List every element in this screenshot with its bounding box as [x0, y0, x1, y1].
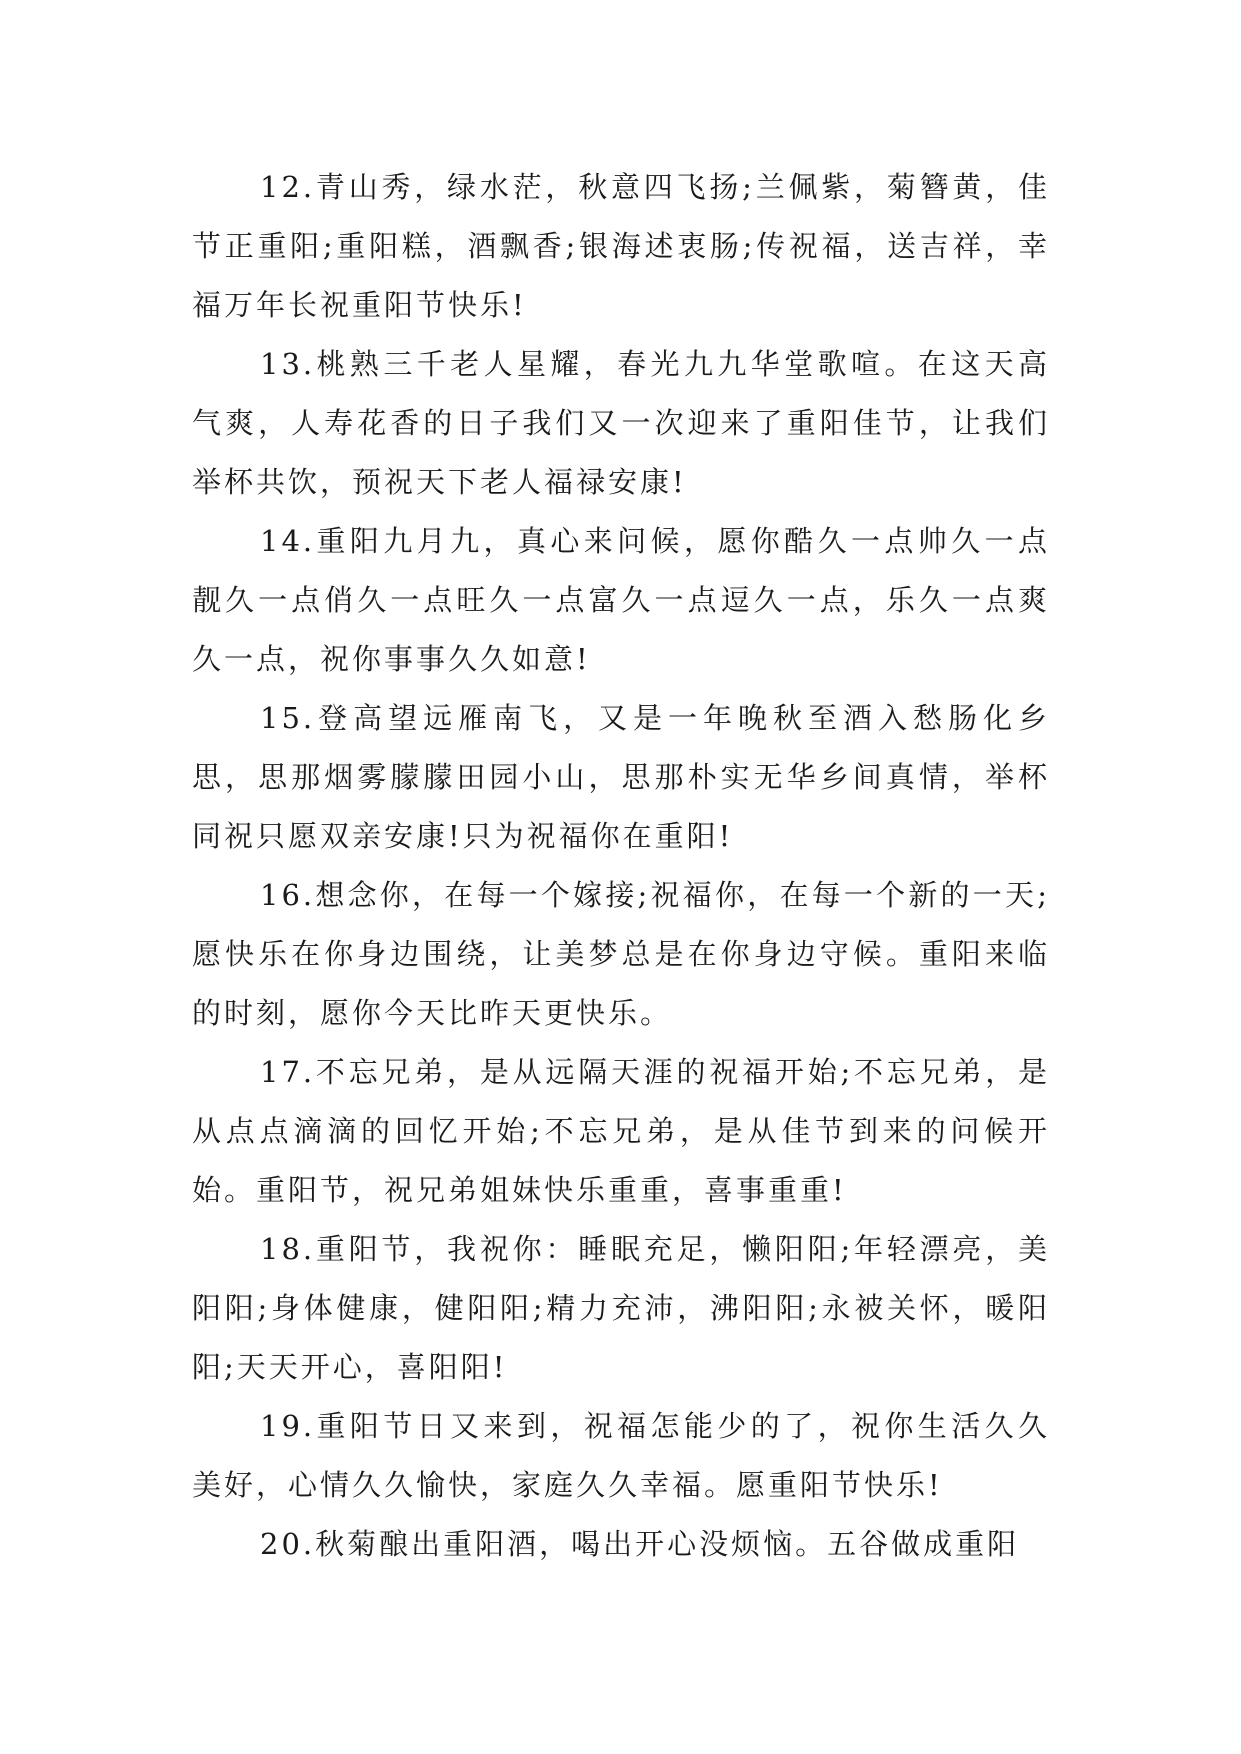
paragraph-17: 17.不忘兄弟，是从远隔天涯的祝福开始;不忘兄弟，是从点点滴滴的回忆开始;不忘兄弟，是从佳节到来的问候开始。重阳节，祝兄弟姐妹快乐重重，喜事重重!	[192, 1055, 1050, 1207]
paragraph-18: 18.重阳节，我祝你：睡眠充足，懒阳阳;年轻漂亮，美阳阳;身体健康，健阳阳;精力充沛，沸阳阳;永被关怀，暖阳阳;天天开心，喜阳阳!	[192, 1232, 1050, 1384]
paragraph-16: 16.想念你，在每一个嫁接;祝福你，在每一个新的一天;愿快乐在你身边围绕，让美梦总是在你身边守候。重阳来临的时刻，愿你今天比昨天更快乐。	[192, 878, 1050, 1030]
document-body	[192, 158, 1050, 1574]
paragraph-13: 13.桃熟三千老人星耀，春光九九华堂歌喧。在这天高气爽，人寿花香的日子我们又一次迎来了重阳佳节，让我们举杯共饮，预祝天下老人福禄安康!	[192, 347, 1050, 499]
paragraph-12: 12.青山秀，绿水茫，秋意四飞扬;兰佩紫，菊簪黄，佳节正重阳;重阳糕，酒飘香;银海述衷肠;传祝福，送吉祥，幸福万年长祝重阳节快乐!	[192, 170, 1050, 322]
paragraph-14: 14.重阳九月九，真心来问候，愿你酷久一点帅久一点靓久一点俏久一点旺久一点富久一点逗久一点，乐久一点爽久一点，祝你事事久久如意!	[192, 524, 1050, 676]
paragraph-19: 19.重阳节日又来到，祝福怎能少的了，祝你生活久久美好，心情久久愉快，家庭久久幸福。愿重阳节快乐!	[192, 1409, 1050, 1502]
paragraph-20: 20.秋菊酿出重阳酒，喝出开心没烦恼。五谷做成重阳	[260, 1527, 1020, 1561]
paragraph-15: 15.登高望远雁南飞，又是一年晚秋至酒入愁肠化乡思，思那烟雾朦朦田园小山，思那朴实无华乡间真情，举杯同祝只愿双亲安康!只为祝福你在重阳!	[192, 701, 1050, 853]
